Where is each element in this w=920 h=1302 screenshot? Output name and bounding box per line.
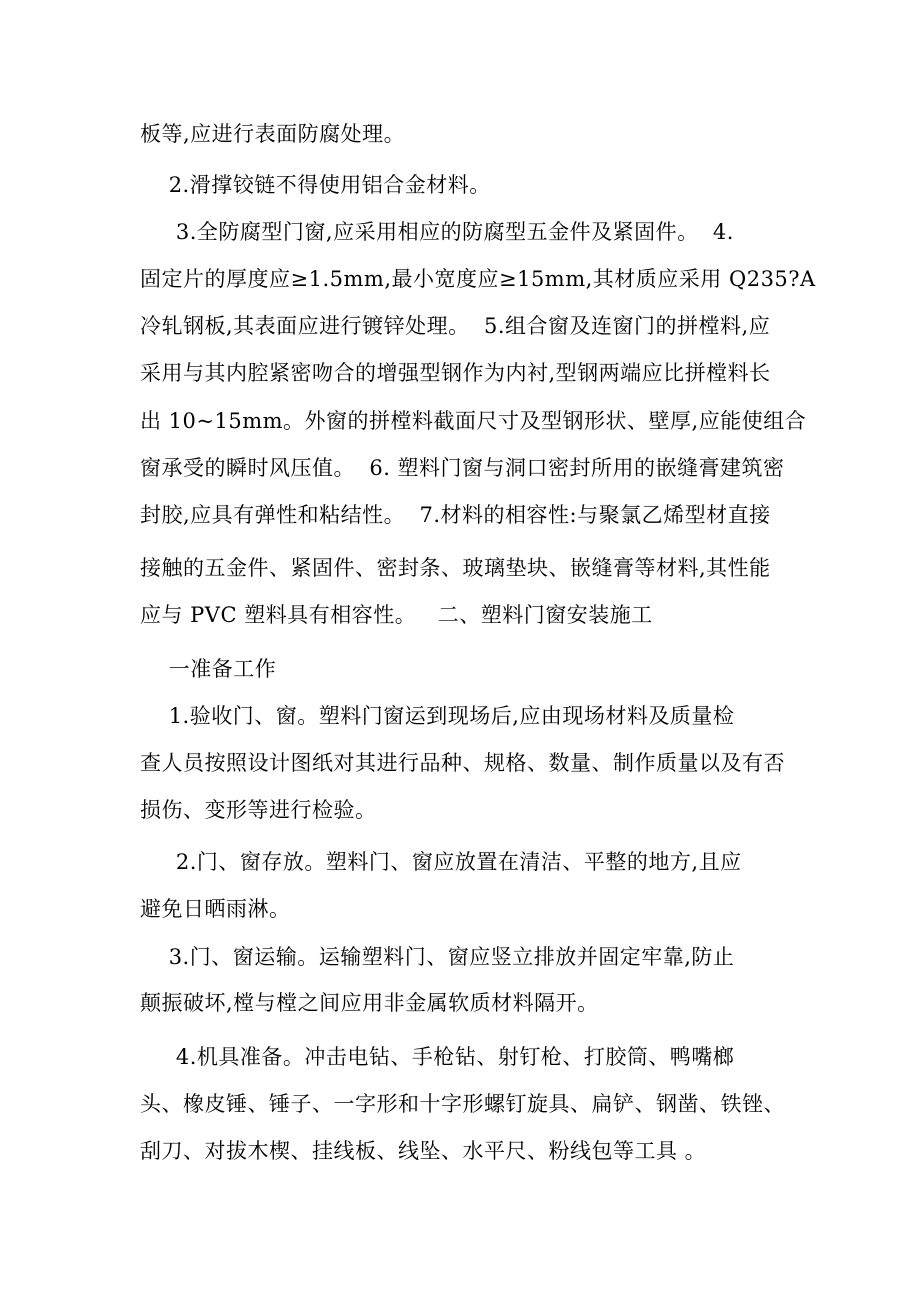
text-line: 板等,应进行表面防腐处理。	[140, 122, 406, 146]
text-line: 2.门、窗存放。塑料门、窗应放置在清洁、平整的地方,且应	[140, 850, 742, 874]
text-line: 4.机具准备。冲击电钻、手枪钻、射钉枪、打胶筒、鸭嘴榔	[140, 1045, 735, 1069]
text-line: 出 10~15mm。外窗的拼樘料截面尺寸及型钢形状、壁厚,应能使组合	[140, 409, 807, 433]
text-line: 避免日晒雨淋。	[140, 897, 291, 921]
text-line: 3.全防腐型门窗,应采用相应的防腐型五金件及紧固件。 4.	[140, 220, 734, 244]
text-line: 头、橡皮锤、锤子、一字形和十字形螺钉旋具、扁铲、钢凿、铁锉、	[140, 1092, 785, 1116]
text-line: 颠振破坏,樘与樘之间应用非金属软质材料隔开。	[140, 991, 599, 1015]
text-line: 1.验收门、窗。塑料门窗运到现场后,应由现场材料及质量检	[140, 704, 735, 728]
text-line: 封胶,应具有弹性和粘结性。 7.材料的相容性:与聚氯乙烯型材直接	[140, 503, 771, 527]
section-heading: 一准备工作	[140, 657, 277, 681]
text-line: 刮刀、对拔木楔、挂线板、线坠、水平尺、粉线包等工具 。	[140, 1139, 707, 1163]
text-line: 2.滑撑铰链不得使用铝合金材料。	[140, 173, 491, 197]
text-line: 损伤、变形等进行检验。	[140, 798, 377, 822]
text-line: 接触的五金件、紧固件、密封条、玻璃垫块、嵌缝膏等材料,其性能	[140, 556, 771, 580]
text-line: 3.门、窗运输。运输塑料门、窗应竖立排放并固定牢靠,防止	[140, 945, 735, 969]
text-line: 采用与其内腔紧密吻合的增强型钢作为内衬,型钢两端应比拼樘料长	[140, 361, 771, 385]
text-line: 冷轧钢板,其表面应进行镀锌处理。 5.组合窗及连窗门的拼樘料,应	[140, 314, 771, 338]
text-line: 固定片的厚度应≥1.5mm,最小宽度应≥15mm,其材质应采用 Q235?A	[140, 267, 816, 291]
text-line: 应与 PVC 塑料具有相容性。 二、塑料门窗安装施工	[140, 603, 653, 627]
text-line: 查人员按照设计图纸对其进行品种、规格、数量、制作质量以及有否	[140, 751, 785, 775]
text-line: 窗承受的瞬时风压值。 6. 塑料门窗与洞口密封所用的嵌缝膏建筑密	[140, 456, 785, 480]
